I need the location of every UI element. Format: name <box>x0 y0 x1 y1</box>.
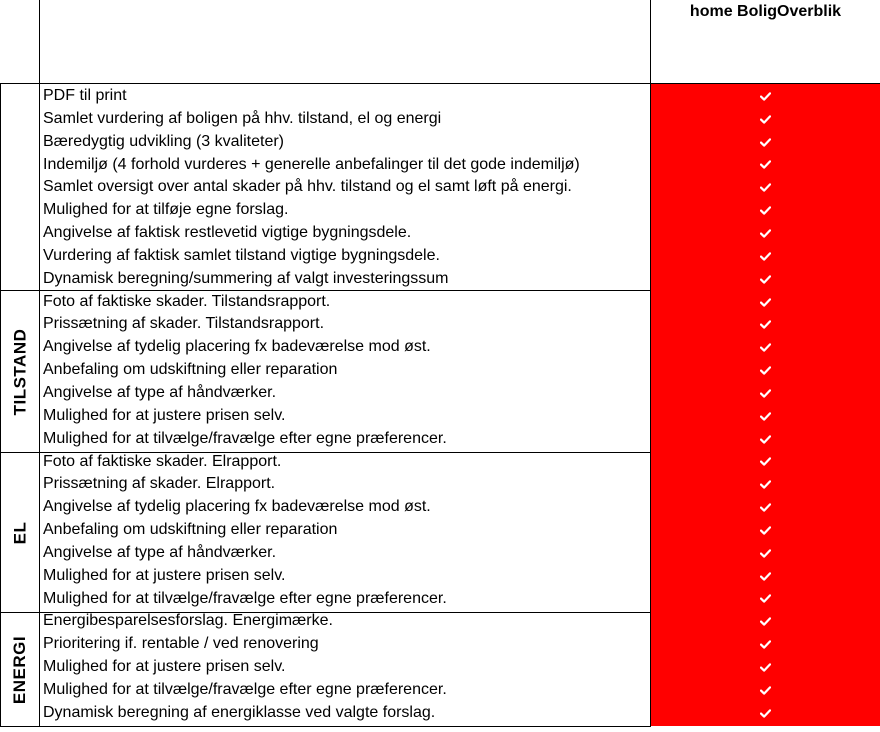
feature-row: Angivelse af tydelig placering fx badeværelse mod øst. <box>43 498 431 516</box>
check-icon <box>760 92 771 101</box>
check-cell <box>651 131 880 154</box>
section-label-el <box>0 453 40 612</box>
check-icon <box>760 549 771 558</box>
check-cell <box>651 405 880 428</box>
check-icon <box>760 594 771 603</box>
check-cell <box>651 496 880 519</box>
feature-row: Dynamisk beregning/summering af valgt investeringssum <box>43 269 449 287</box>
check-marks <box>651 85 880 725</box>
check-icon <box>760 503 771 512</box>
check-icon <box>760 435 771 444</box>
check-icon <box>760 252 771 261</box>
check-icon <box>760 298 771 307</box>
feature-row: Vurdering af faktisk samlet tilstand vigtige bygningsdele. <box>43 246 440 264</box>
feature-row: Mulighed for at tilføje egne forslag. <box>43 201 289 219</box>
check-icon <box>760 366 771 375</box>
section-label-text: ENERGI <box>10 635 29 704</box>
feature-row: PDF til print <box>43 87 127 104</box>
feature-row: Mulighed for at justere prisen selv. <box>43 406 286 424</box>
check-icon <box>760 343 771 352</box>
check-cell <box>651 245 880 268</box>
check-cell <box>651 610 880 633</box>
feature-row: Dynamisk beregning af energiklasse ved valgte forslag. <box>43 703 436 721</box>
check-icon <box>760 229 771 238</box>
check-icon <box>760 389 771 398</box>
table-border-bottom <box>0 726 651 727</box>
check-cell <box>651 313 880 336</box>
feature-row: Energibesparelsesforslag. Energimærke. <box>43 612 333 630</box>
feature-row: Angivelse af tydelig placering fx badeværelse mod øst. <box>43 338 431 356</box>
check-cell <box>651 85 880 108</box>
feature-row: Mulighed for at justere prisen selv. <box>43 566 286 584</box>
check-cell <box>651 588 880 611</box>
check-cell <box>651 336 880 359</box>
check-cell <box>651 702 880 725</box>
feature-row: Angivelse af faktisk restlevetid vigtige bygningsdele. <box>43 224 412 242</box>
check-icon <box>760 275 771 284</box>
check-icon <box>760 115 771 124</box>
check-icon <box>760 572 771 581</box>
check-icon <box>760 480 771 489</box>
feature-row: Anbefaling om udskiftning eller reparation <box>43 521 338 539</box>
check-cell <box>651 359 880 382</box>
check-cell <box>651 176 880 199</box>
feature-row: Mulighed for at tilvælge/fravælge efter egne præferencer. <box>43 589 447 607</box>
check-cell <box>651 199 880 222</box>
feature-row: Foto af faktiske skader. Tilstandsrapport. <box>43 292 331 310</box>
feature-row: Prissætning af skader. Elrapport. <box>43 475 276 493</box>
feature-row: Angivelse af type af håndværker. <box>43 383 277 401</box>
product-column-header: home BoligOverblik <box>689 3 842 20</box>
section-label-energi <box>0 613 40 726</box>
feature-row: Mulighed for at tilvælge/fravælge efter egne præferencer. <box>43 680 447 698</box>
feature-row: Prioritering if. rentable / ved renovering <box>43 635 319 653</box>
feature-row: Anbefaling om udskiftning eller reparation <box>43 361 338 379</box>
feature-row: Prissætning af skader. Tilstandsrapport. <box>43 315 325 333</box>
feature-row: Angivelse af type af håndværker. <box>43 543 277 561</box>
check-cell <box>651 656 880 679</box>
check-cell <box>651 382 880 405</box>
check-icon <box>760 160 771 169</box>
check-icon <box>760 412 771 421</box>
check-icon <box>760 457 771 466</box>
check-cell <box>651 291 880 314</box>
check-icon <box>760 640 771 649</box>
check-cell <box>651 428 880 451</box>
check-cell <box>651 542 880 565</box>
check-icon <box>760 709 771 718</box>
check-icon <box>760 183 771 192</box>
feature-row: Indemiljø (4 forhold vurderes + generelle anbefalinger til det gode indemiljø) <box>43 155 580 173</box>
feature-row: Samlet oversigt over antal skader på hhv. tilstand og el samt løft på energi. <box>43 178 572 196</box>
section-label-text: EL <box>9 521 29 544</box>
check-cell <box>651 222 880 245</box>
check-icon <box>760 686 771 695</box>
check-cell <box>651 108 880 131</box>
check-cell <box>651 633 880 656</box>
check-cell <box>651 451 880 474</box>
feature-row: Mulighed for at tilvælge/fravælge efter egne præferencer. <box>43 429 447 447</box>
check-cell <box>651 565 880 588</box>
section-label-text: TILSTAND <box>10 328 30 415</box>
feature-row: Mulighed for at justere prisen selv. <box>43 658 286 676</box>
feature-row: Foto af faktiske skader. Elrapport. <box>43 452 282 470</box>
feature-row: Bæredygtig udvikling (3 kvaliteter) <box>43 132 284 150</box>
check-icon <box>760 138 771 147</box>
feature-rows <box>43 85 648 725</box>
check-cell <box>651 519 880 542</box>
check-cell <box>651 679 880 702</box>
check-cell <box>651 154 880 177</box>
check-icon <box>760 206 771 215</box>
check-icon <box>760 663 771 672</box>
section-label-tilstand <box>0 291 40 452</box>
check-icon <box>760 526 771 535</box>
check-icon <box>760 320 771 329</box>
check-icon <box>760 617 771 626</box>
check-cell <box>651 473 880 496</box>
feature-row: Samlet vurdering af boligen på hhv. tilstand, el og energi <box>43 109 442 127</box>
check-cell <box>651 268 880 291</box>
